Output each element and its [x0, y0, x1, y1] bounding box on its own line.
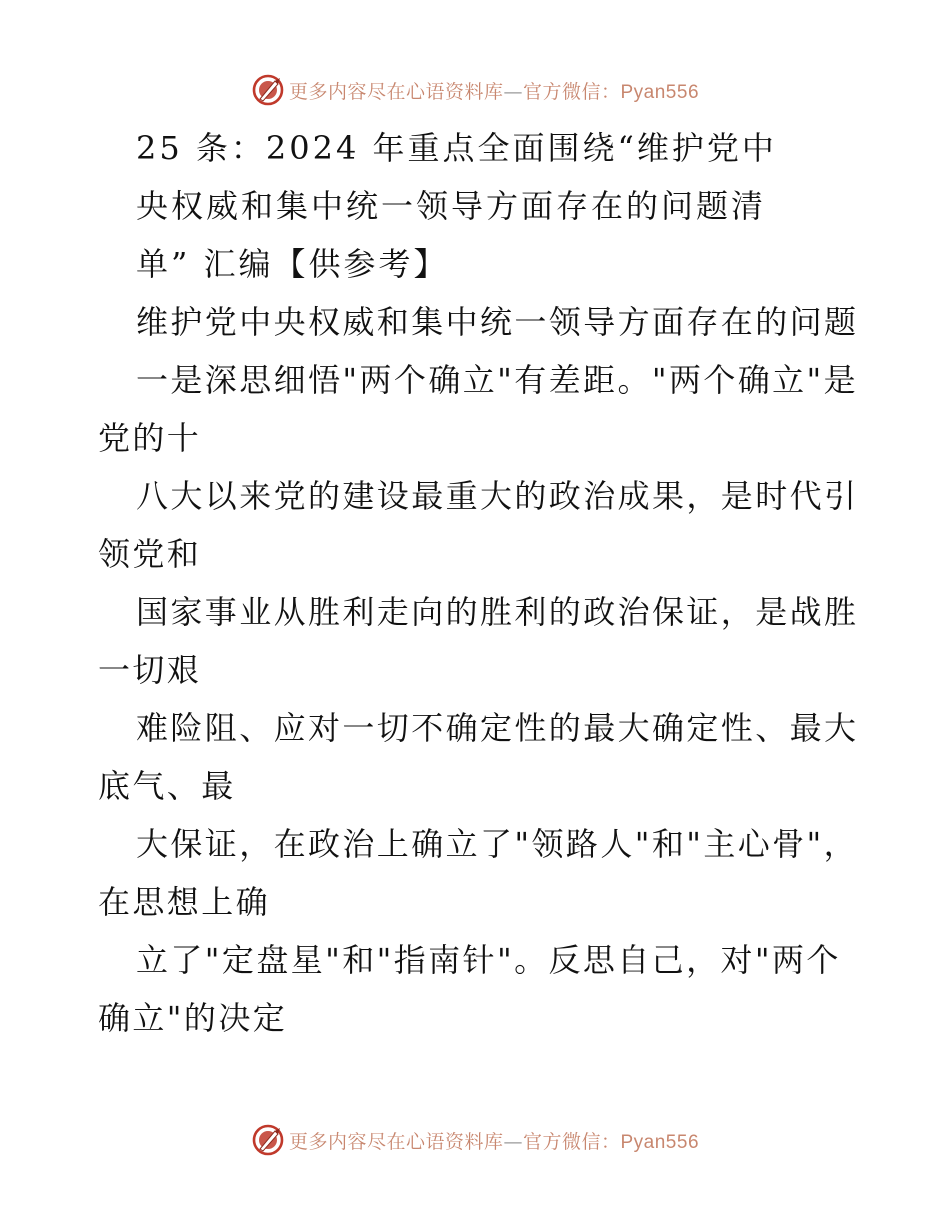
- watermark-wechat-label: 官方微信：: [522, 1130, 621, 1153]
- paragraph-line-4: 八大以来党的建设最重大的政治成果，是时代引: [136, 477, 859, 515]
- watermark-text: [289, 1127, 699, 1154]
- watermark-site-text: 更多内容尽在心语资料库: [288, 80, 504, 103]
- footer-watermark: [0, 1120, 950, 1160]
- watermark-wechat-id: Pyan556: [620, 81, 700, 103]
- watermark-wechat-id: Pyan556: [620, 1131, 700, 1153]
- title-line-1: 25 条：2024 年重点全面围绕“维护党中: [136, 129, 777, 167]
- title-line-3: 单” 汇编【供参考】: [136, 245, 449, 283]
- paragraph-line-1: 维护党中央权威和集中统一领导方面存在的问题: [136, 303, 859, 341]
- title-line-2: 央权威和集中统一领导方面存在的问题清: [136, 187, 767, 225]
- watermark-dash: —: [503, 1130, 523, 1153]
- paragraph-line-8: 难险阻、应对一切不确定性的最大确定性、最大: [136, 709, 859, 747]
- watermark-dash: —: [503, 80, 523, 103]
- paragraph-line-10: 大保证，在政治上确立了"领路人"和"主心骨"，: [136, 825, 859, 863]
- paragraph-line-13: 确立"的决定: [98, 999, 288, 1037]
- paragraph-line-5: 领党和: [98, 535, 202, 573]
- paragraph-line-7: 一切艰: [98, 651, 202, 689]
- pen-nib-logo-icon: [251, 1123, 285, 1157]
- paragraph-line-3: 党的十: [98, 419, 202, 457]
- paragraph-line-12: 立了"定盘星"和"指南针"。反思自己，对"两个: [136, 941, 841, 979]
- paragraph-line-11: 在思想上确: [98, 883, 271, 921]
- watermark-site-text: 更多内容尽在心语资料库: [288, 1130, 504, 1153]
- paragraph-line-6: 国家事业从胜利走向的胜利的政治保证，是战胜: [136, 593, 859, 631]
- paragraph-line-2: 一是深思细悟"两个确立"有差距。"两个确立"是: [136, 361, 859, 399]
- paragraph-line-9: 底气、最: [98, 767, 236, 805]
- watermark-wechat-label: 官方微信：: [522, 80, 621, 103]
